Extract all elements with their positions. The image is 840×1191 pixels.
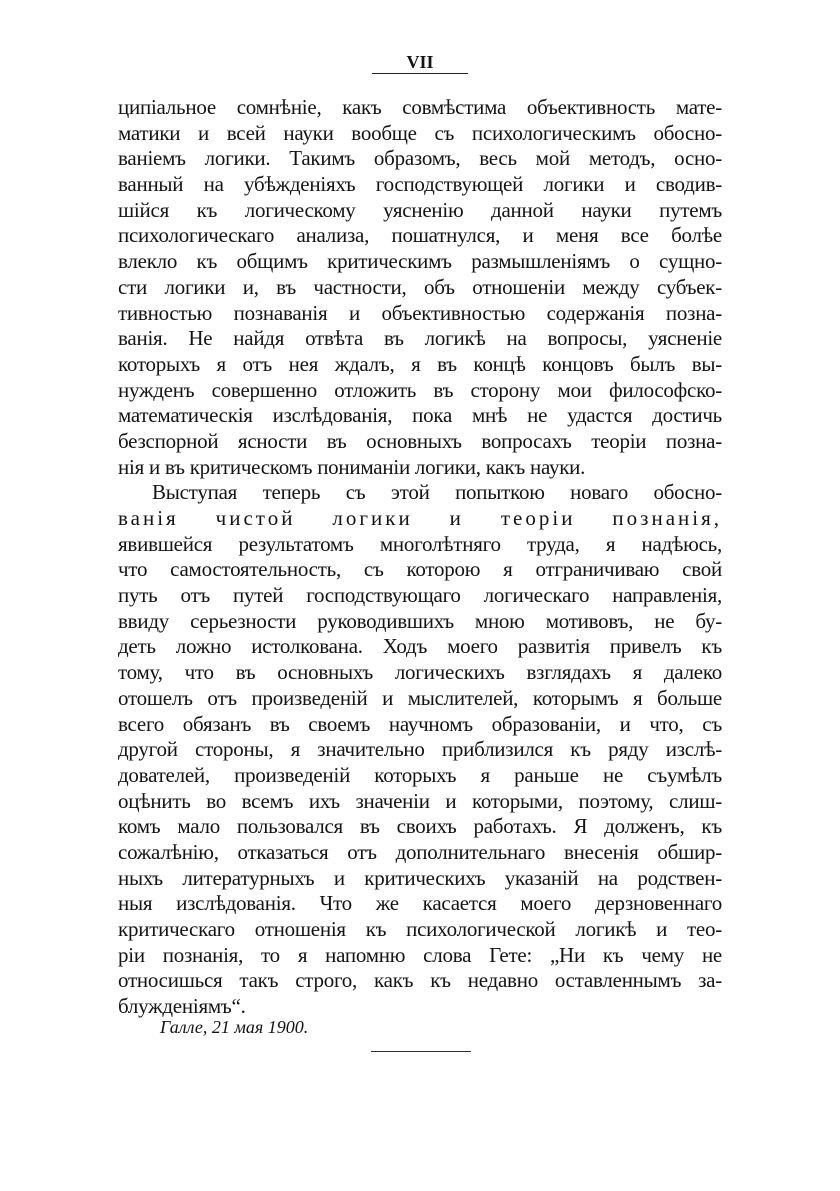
body-text [118, 95, 722, 1020]
text-line: нужденъ совершенно отложить въ сторону мои философско- [118, 377, 722, 402]
text-line: деть ложно истолкована. Ходъ моего развитія привелъ къ [118, 634, 722, 659]
text-line: ныхъ литературныхъ и критическихъ указаній на родствен- [118, 865, 722, 890]
text-line: относишься такъ строго, какъ къ недавно оставленнымъ за- [118, 968, 722, 993]
text-line: математическія изслѣдованія, пока мнѣ не удастся достичь [118, 403, 722, 428]
end-rule [371, 1051, 471, 1052]
text-line: другой стороны, я значительно приблизился къ ряду изслѣ- [118, 737, 722, 762]
text-line: психологическаго анализа, пошатнулся, и меня все болѣе [118, 223, 722, 248]
text-line: которыхъ я отъ нея ждалъ, я въ концѣ концовъ былъ вы- [118, 351, 722, 376]
text-line: нія и въ критическомъ пониманіи логики, какъ науки. [118, 454, 586, 479]
text-line: ваніемъ логики. Такимъ образомъ, весь мой методъ, осно- [118, 146, 722, 171]
signature: Галле, 21 мая 1900. [160, 1017, 309, 1037]
text-line: влекло къ общимъ критическимъ размышленіямъ о сущно- [118, 249, 722, 274]
text-line: сти логики и, въ частности, объ отношеніи между субъек- [118, 274, 722, 299]
text-line: безспорной ясности въ основныхъ вопросахъ теоріи позна- [118, 428, 722, 453]
text-line: отошелъ отъ произведеній и мыслителей, которымъ я больше [118, 685, 722, 710]
text-line: ванія чистой логики и теоріи познанія, [118, 506, 722, 530]
text-line: ципіальное сомнѣніе, какъ совмѣстима объективность мате- [118, 95, 722, 119]
text-line: матики и всей науки вообще съ психологическимъ обосно- [118, 120, 722, 145]
text-line: ныя изслѣдованія. Что же касается моего дерзновеннаго [118, 891, 722, 916]
text-line: критическаго отношенія къ психологической логикѣ и тео- [118, 917, 722, 941]
text-line: дователей, произведеній которыхъ я раньше не съумѣлъ [118, 762, 722, 787]
text-line: ванія. Не найдя отвѣта въ логикѣ на вопросы, уясненіе [118, 326, 722, 351]
text-line: комъ мало пользовался въ своихъ работахъ. Я долженъ, къ [118, 814, 722, 839]
text-line: шійся къ логическому уясненію данной науки путемъ [118, 197, 722, 222]
text-line: ванный на убѣжденіяхъ господствующей логики и сводив- [118, 172, 722, 197]
text-line: тивностью познаванія и объективностью содержанія позна- [118, 300, 722, 325]
text-line: ввиду серьезности руководившихъ мною мотивовъ, не бу- [118, 608, 722, 633]
text-line: блужденіямъ“. [118, 994, 246, 1019]
text-line: тому, что въ основныхъ логическихъ взглядахъ я далеко [118, 660, 722, 685]
text-line: всего обязанъ въ своемъ научномъ образованіи, и что, съ [118, 711, 722, 736]
text-line: явившейся результатомъ многолѣтняго труда, я надѣюсь, [118, 531, 722, 556]
text-line: ріи познанія, то я напомню слова Гете: „Ни къ чему не [118, 942, 722, 967]
text-line: путь отъ путей господствующаго логическаго направленія, [118, 583, 722, 608]
page-number: VII [372, 53, 468, 74]
text-line: что самостоятельность, съ которою я отграничиваю свой [118, 557, 722, 582]
text-line: оцѣнить во всемъ ихъ значеніи и которыми, поэтому, слиш- [118, 788, 722, 813]
text-line: Выступая теперь съ этой попыткою новаго обосно- [152, 480, 722, 505]
text-line: сожалѣнію, отказаться отъ дополнительнаго внесенія обшир- [118, 839, 722, 864]
